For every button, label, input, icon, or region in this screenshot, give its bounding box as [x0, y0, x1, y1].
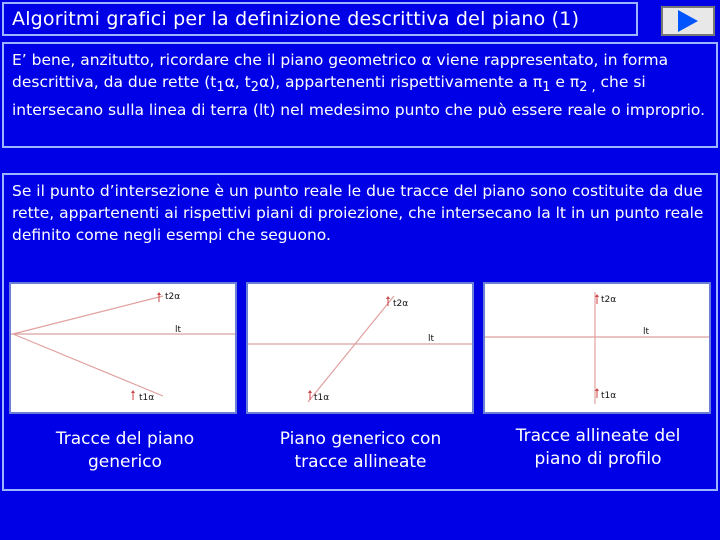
figure-profile-plane [483, 282, 711, 414]
slide-title: Algoritmi grafici per la definizione descrittiva del piano (1) [12, 8, 580, 30]
intro-paragraph: E’ bene, anzitutto, ricordare che il piano geometrico α viene rappresentato, in forma descrittiva, da due rette ($t_1\alpha$, $t_2\alpha$), appartenenti rispettivamente a $\pi_1$ e $\pi_{2 ,}$ che si intersecano sulla linea di terra (lt) nel medesimo punto che può essere reale o improprio. [12, 51, 706, 120]
caption-aligned-traces: Piano generico con tracce allineate [279, 429, 442, 472]
label-lt: lt [428, 334, 435, 344]
label-t2: t2α [393, 299, 409, 309]
trace-t1-t2 [308, 296, 394, 402]
figure-aligned-traces-drawing [248, 284, 472, 412]
figure-profile-plane-drawing [485, 284, 709, 412]
play-triangle-icon [678, 10, 698, 32]
intro-panel [2, 42, 718, 148]
figure-generic-plane [9, 282, 237, 414]
next-slide-button[interactable] [661, 6, 715, 36]
label-t2: t2α [601, 295, 617, 305]
slide-title-box [2, 2, 638, 36]
caption-profile-plane: Tracce allineate del piano di profilo [515, 426, 681, 469]
caption-generic-plane: Tracce del piano generico [55, 429, 195, 472]
label-t1: t1α [139, 393, 155, 403]
figure-aligned-traces [246, 282, 474, 414]
label-lt: lt [175, 325, 182, 335]
figure-generic-plane-drawing [11, 284, 235, 412]
trace-t2 [13, 296, 163, 334]
trace-t1 [13, 334, 163, 396]
label-t1: t1α [314, 393, 330, 403]
examples-paragraph: Se il punto d’intersezione è un punto reale le due tracce del piano sono costituite da due rette, appartenenti ai rispettivi piani di proiezione, che intersecano la lt in un punto reale definito come negli esempi che seguono. [12, 182, 704, 244]
arrow-marker-icon [131, 390, 135, 400]
label-t1: t1α [601, 391, 617, 401]
label-lt: lt [643, 327, 650, 337]
label-t2: t2α [165, 292, 181, 302]
